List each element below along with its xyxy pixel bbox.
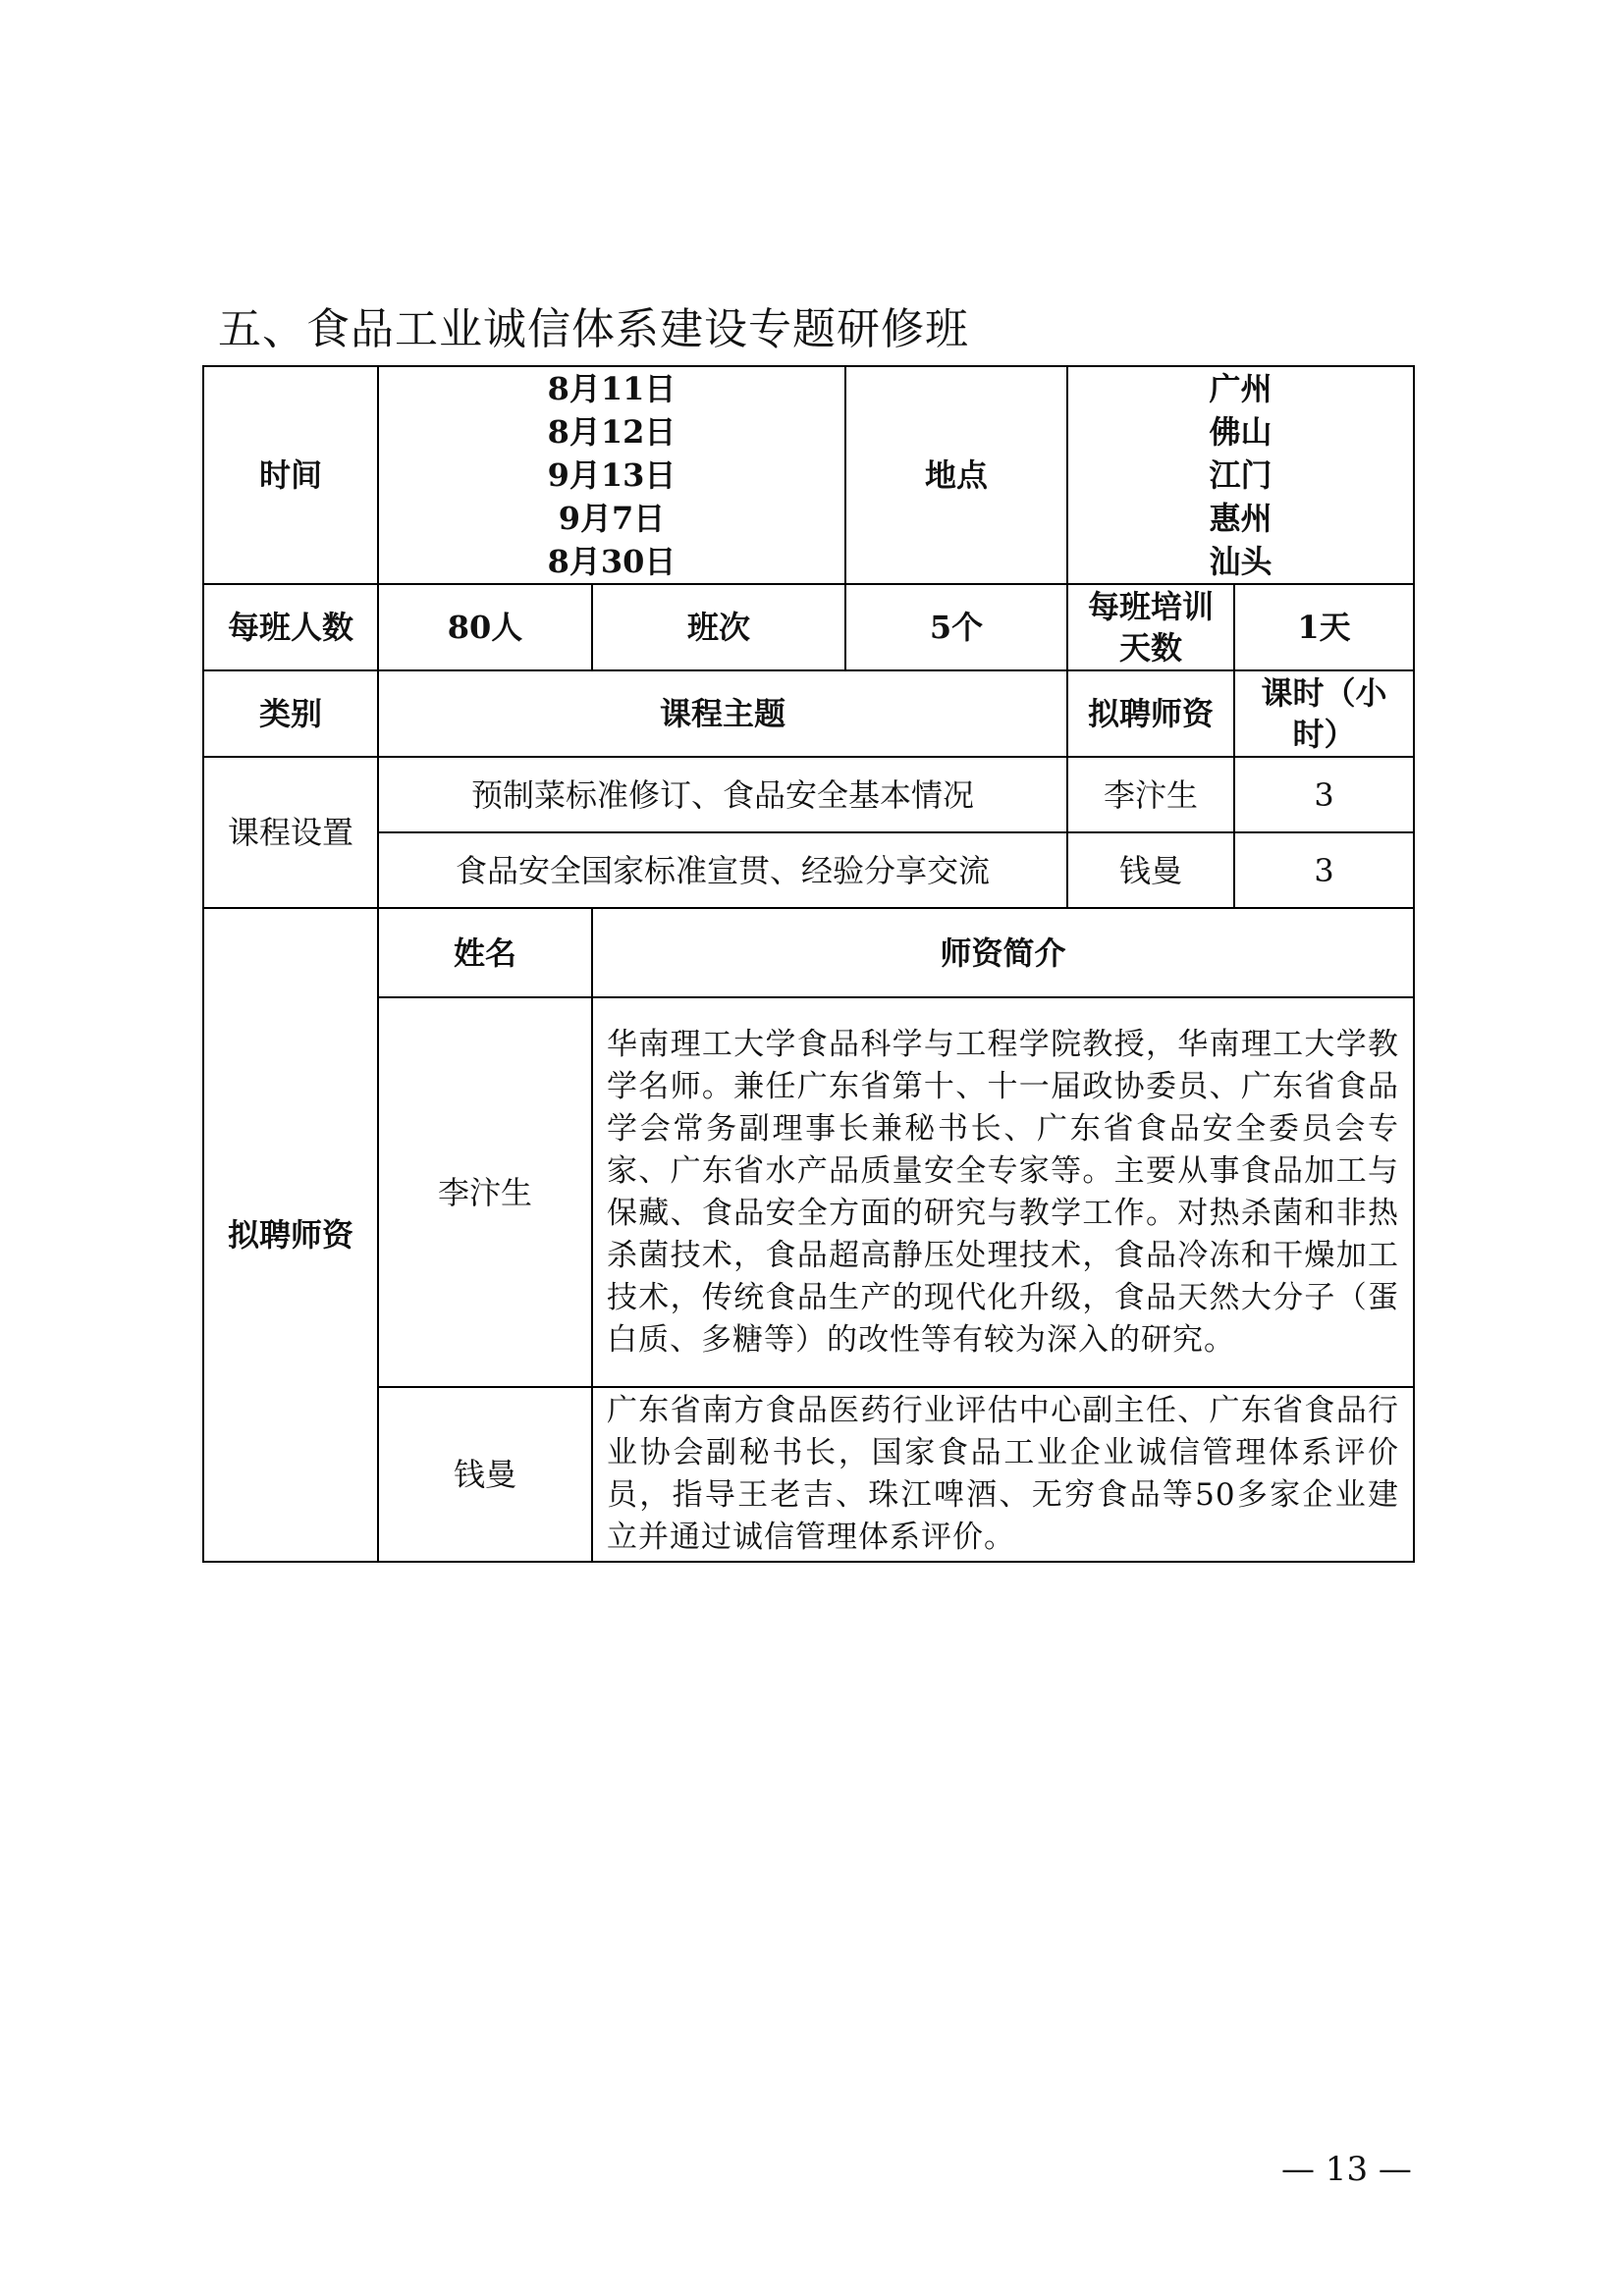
class-size-value: 80人 [378, 584, 592, 670]
course-hours: 3 [1234, 757, 1414, 832]
faculty-row [203, 1387, 1414, 1562]
date-item: 9月13日 [547, 456, 677, 494]
course-row [203, 832, 1414, 908]
section-heading: 五、食品工业诚信体系建设专题研修班 [218, 304, 969, 354]
date-item: 8月11日 [547, 370, 677, 407]
place-item: 广州 [1209, 370, 1272, 407]
hours-header: 课时（小时） [1234, 670, 1414, 757]
faculty-intro: 广东省南方食品医药行业评估中心副主任、广东省食品行业协会副秘书长，国家食品工业企业诚信管理体系评价员，指导王老吉、珠江啤酒、无穷食品等50多家企业建立并通过诚信管理体系评价。 [592, 1387, 1414, 1562]
course-section-label: 课程设置 [203, 757, 378, 908]
category-header: 类别 [203, 670, 378, 757]
date-list [378, 366, 845, 584]
schedule-row [203, 366, 1414, 584]
course-hours: 3 [1234, 832, 1414, 908]
faculty-name: 钱曼 [378, 1387, 592, 1562]
place-item: 汕头 [1209, 543, 1272, 580]
training-days-label: 每班培训天数 [1067, 584, 1234, 670]
place-list [1067, 366, 1414, 584]
intro-header: 师资简介 [592, 908, 1414, 997]
training-days-value: 1天 [1234, 584, 1414, 670]
place-label: 地点 [845, 366, 1067, 584]
date-item: 8月30日 [547, 543, 677, 580]
page-number: — 13 — [1281, 2150, 1412, 2189]
date-item: 8月12日 [547, 413, 677, 451]
place-item: 佛山 [1209, 413, 1272, 451]
faculty-name: 李汴生 [378, 997, 592, 1387]
course-teacher: 钱曼 [1067, 832, 1234, 908]
class-count-label: 班次 [592, 584, 845, 670]
place-item: 江门 [1209, 456, 1272, 494]
place-item: 惠州 [1209, 500, 1272, 537]
faculty-section-label: 拟聘师资 [203, 908, 378, 1562]
course-teacher: 李汴生 [1067, 757, 1234, 832]
faculty-header-row [203, 908, 1414, 997]
date-item: 9月7日 [558, 500, 666, 537]
course-row [203, 757, 1414, 832]
name-header: 姓名 [378, 908, 592, 997]
faculty-row [203, 997, 1414, 1387]
faculty-intro: 华南理工大学食品科学与工程学院教授，华南理工大学教学名师。兼任广东省第十、十一届政协委员、广东省食品学会常务副理事长兼秘书长、广东省食品安全委员会专家、广东省水产品质量安全专家等。主要从事食品加工与保藏、食品安全方面的研究与教学工作。对热杀菌和非热杀菌技术，食品超高静压处理技术，食品冷冻和干燥加工技术，传统食品生产的现代化升级，食品天然大分子（蛋白质、多糖等）的改性等有较为深入的研究。 [592, 997, 1414, 1387]
time-label: 时间 [203, 366, 378, 584]
class-info-row [203, 584, 1414, 670]
teacher-header: 拟聘师资 [1067, 670, 1234, 757]
topic-header: 课程主题 [378, 670, 1067, 757]
course-topic: 预制菜标准修订、食品安全基本情况 [378, 757, 1067, 832]
course-topic: 食品安全国家标准宣贯、经验分享交流 [378, 832, 1067, 908]
course-table [202, 365, 1415, 1563]
course-header-row [203, 670, 1414, 757]
class-count-value: 5个 [845, 584, 1067, 670]
class-size-label: 每班人数 [203, 584, 378, 670]
